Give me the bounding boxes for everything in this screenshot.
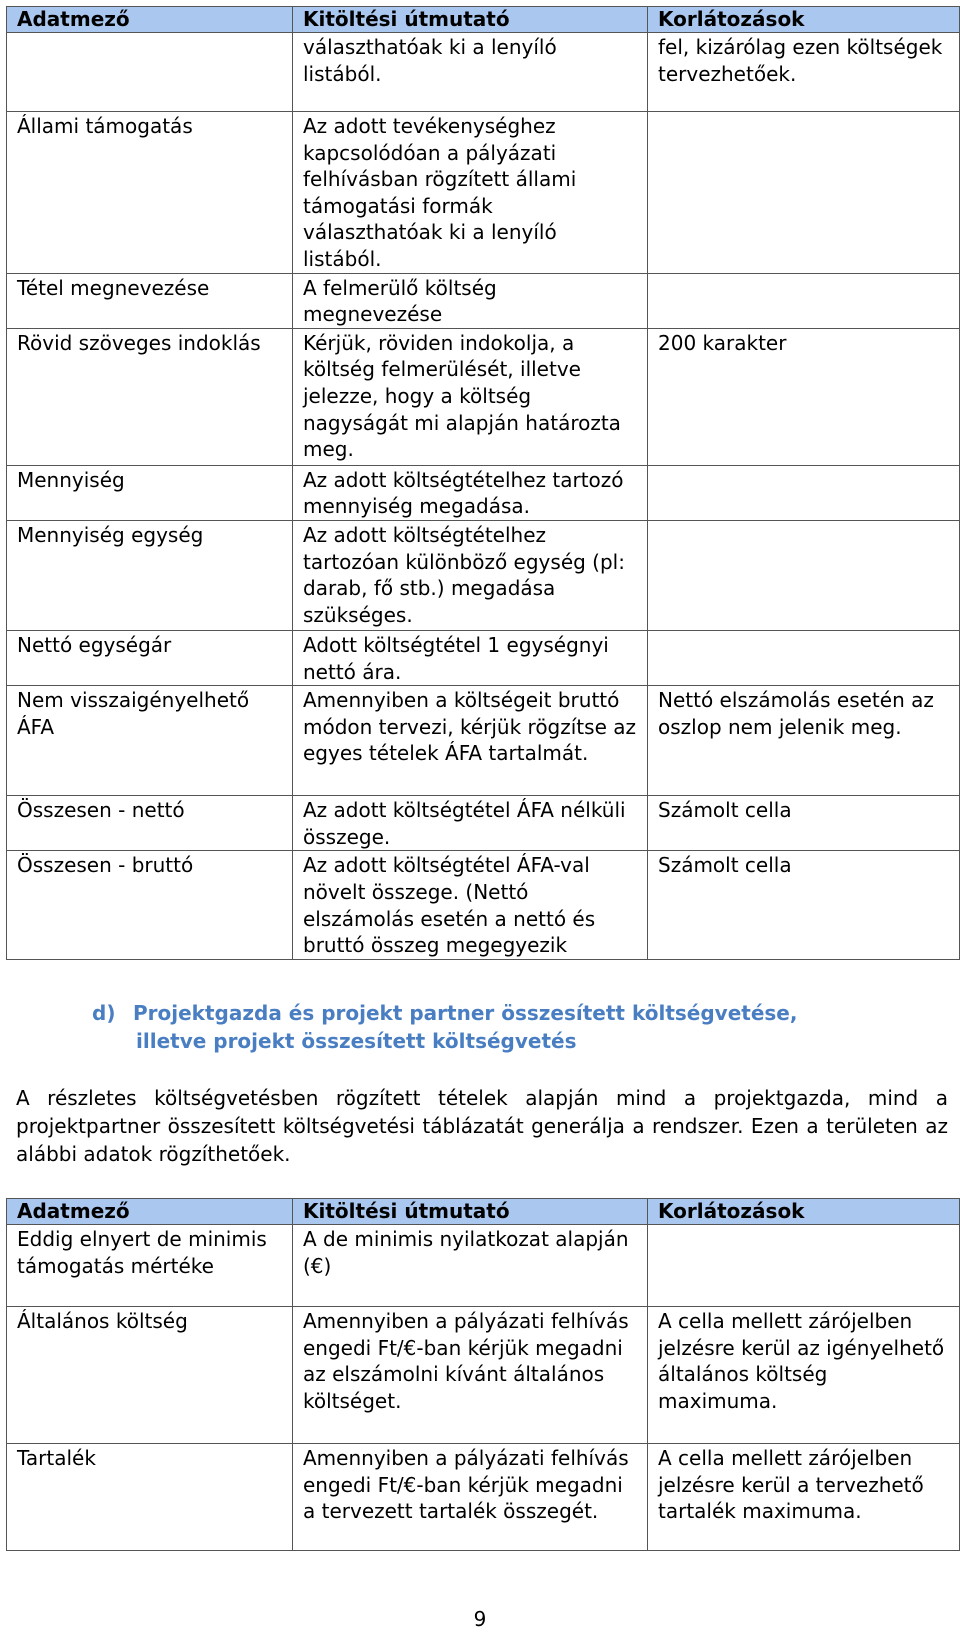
section-title-line2: illetve projekt összesített költségvetés — [136, 1029, 577, 1053]
header-field: Adatmező — [7, 7, 293, 33]
field-cell: Mennyiség — [7, 465, 293, 520]
limits-cell — [648, 465, 960, 520]
table-row — [7, 273, 960, 328]
guide-cell: Az adott költségtételhez tartozóan különböző egység (pl: darab, fő stb.) megadása szükséges. — [293, 520, 648, 630]
field-cell: Állami támogatás — [7, 112, 293, 274]
limits-cell — [648, 520, 960, 630]
table-header-row — [7, 7, 960, 33]
field-cell: Összesen - bruttó — [7, 851, 293, 960]
header-limits: Korlátozások — [648, 7, 960, 33]
table-row — [7, 1444, 960, 1551]
guide-cell: Az adott költségtétel ÁFA nélküli összege. — [293, 796, 648, 851]
limits-cell: Számolt cella — [648, 796, 960, 851]
field-cell — [7, 33, 293, 112]
field-cell: Nettó egységár — [7, 630, 293, 685]
guide-cell: Az adott költségtételhez tartozó mennyiség megadása. — [293, 465, 648, 520]
limits-cell: Nettó elszámolás esetén az oszlop nem jelenik meg. — [648, 686, 960, 796]
limits-cell: A cella mellett zárójelben jelzésre kerül a tervezhető tartalék maximuma. — [648, 1444, 960, 1551]
table-row — [7, 1225, 960, 1307]
limits-cell — [648, 273, 960, 328]
limits-cell: fel, kizárólag ezen költségek tervezhetőek. — [648, 33, 960, 112]
guide-cell: Amennyiben a költségeit bruttó módon tervezi, kérjük rögzítse az egyes tételek ÁFA tartalmát. — [293, 686, 648, 796]
limits-cell: 200 karakter — [648, 328, 960, 465]
header-limits: Korlátozások — [648, 1199, 960, 1225]
table-row — [7, 630, 960, 685]
limits-cell — [648, 112, 960, 274]
table-row — [7, 112, 960, 274]
guide-cell: Az adott tevékenységhez kapcsolódóan a pályázati felhívásban rögzített állami támogatási formák választhatóak ki a lenyíló listából. — [293, 112, 648, 274]
table-row — [7, 520, 960, 630]
guide-cell: Adott költségtétel 1 egységnyi nettó ára. — [293, 630, 648, 685]
table-row — [7, 851, 960, 960]
header-guide: Kitöltési útmutató — [293, 7, 648, 33]
guide-cell: A de minimis nyilatkozat alapján (€) — [293, 1225, 648, 1307]
limits-cell — [648, 1225, 960, 1307]
field-cell: Összesen - nettó — [7, 796, 293, 851]
requirements-table-1 — [6, 6, 960, 960]
guide-cell: Amennyiben a pályázati felhívás engedi Ft/€-ban kérjük megadni a tervezett tartalék összegét. — [293, 1444, 648, 1551]
field-cell: Rövid szöveges indoklás — [7, 328, 293, 465]
section-title-line1: Projektgazda és projekt partner összesített költségvetése, — [133, 1001, 798, 1025]
table-row — [7, 1307, 960, 1444]
limits-cell: A cella mellett zárójelben jelzésre kerül az igényelhető általános költség maximuma. — [648, 1307, 960, 1444]
section-label: d) — [92, 1001, 116, 1025]
requirements-table-2 — [6, 1198, 960, 1551]
guide-cell: Amennyiben a pályázati felhívás engedi Ft/€-ban kérjük megadni az elszámolni kívánt általános költséget. — [293, 1307, 648, 1444]
guide-cell: A felmerülő költség megnevezése — [293, 273, 648, 328]
header-guide: Kitöltési útmutató — [293, 1199, 648, 1225]
page-number: 9 — [473, 1607, 487, 1631]
guide-cell: Az adott költségtétel ÁFA-val növelt összege. (Nettó elszámolás esetén a nettó és bruttó összeg megegyezik — [293, 851, 648, 960]
intro-paragraph: A részletes költségvetésben rögzített tételek alapján mind a projektgazda, mind a projektpartner összesített költségvetési táblázatát generálja a rendszer. Ezen a területen az alábbi adatok rögzíthetőek. — [16, 1086, 948, 1166]
section-heading — [92, 999, 948, 1055]
limits-cell: Számolt cella — [648, 851, 960, 960]
table-row — [7, 465, 960, 520]
guide-cell: Kérjük, röviden indokolja, a költség felmerülését, illetve jelezze, hogy a költség nagyságát mi alapján határozta meg. — [293, 328, 648, 465]
table-row — [7, 328, 960, 465]
field-cell: Nem visszaigényelhető ÁFA — [7, 686, 293, 796]
table-header-row — [7, 1199, 960, 1225]
limits-cell — [648, 630, 960, 685]
table-row — [7, 796, 960, 851]
field-cell: Tartalék — [7, 1444, 293, 1551]
field-cell: Mennyiség egység — [7, 520, 293, 630]
guide-cell: választhatóak ki a lenyíló listából. — [293, 33, 648, 112]
field-cell: Általános költség — [7, 1307, 293, 1444]
field-cell: Eddig elnyert de minimis támogatás mértéke — [7, 1225, 293, 1307]
header-field: Adatmező — [7, 1199, 293, 1225]
table-row — [7, 33, 960, 112]
field-cell: Tétel megnevezése — [7, 273, 293, 328]
table-row — [7, 686, 960, 796]
